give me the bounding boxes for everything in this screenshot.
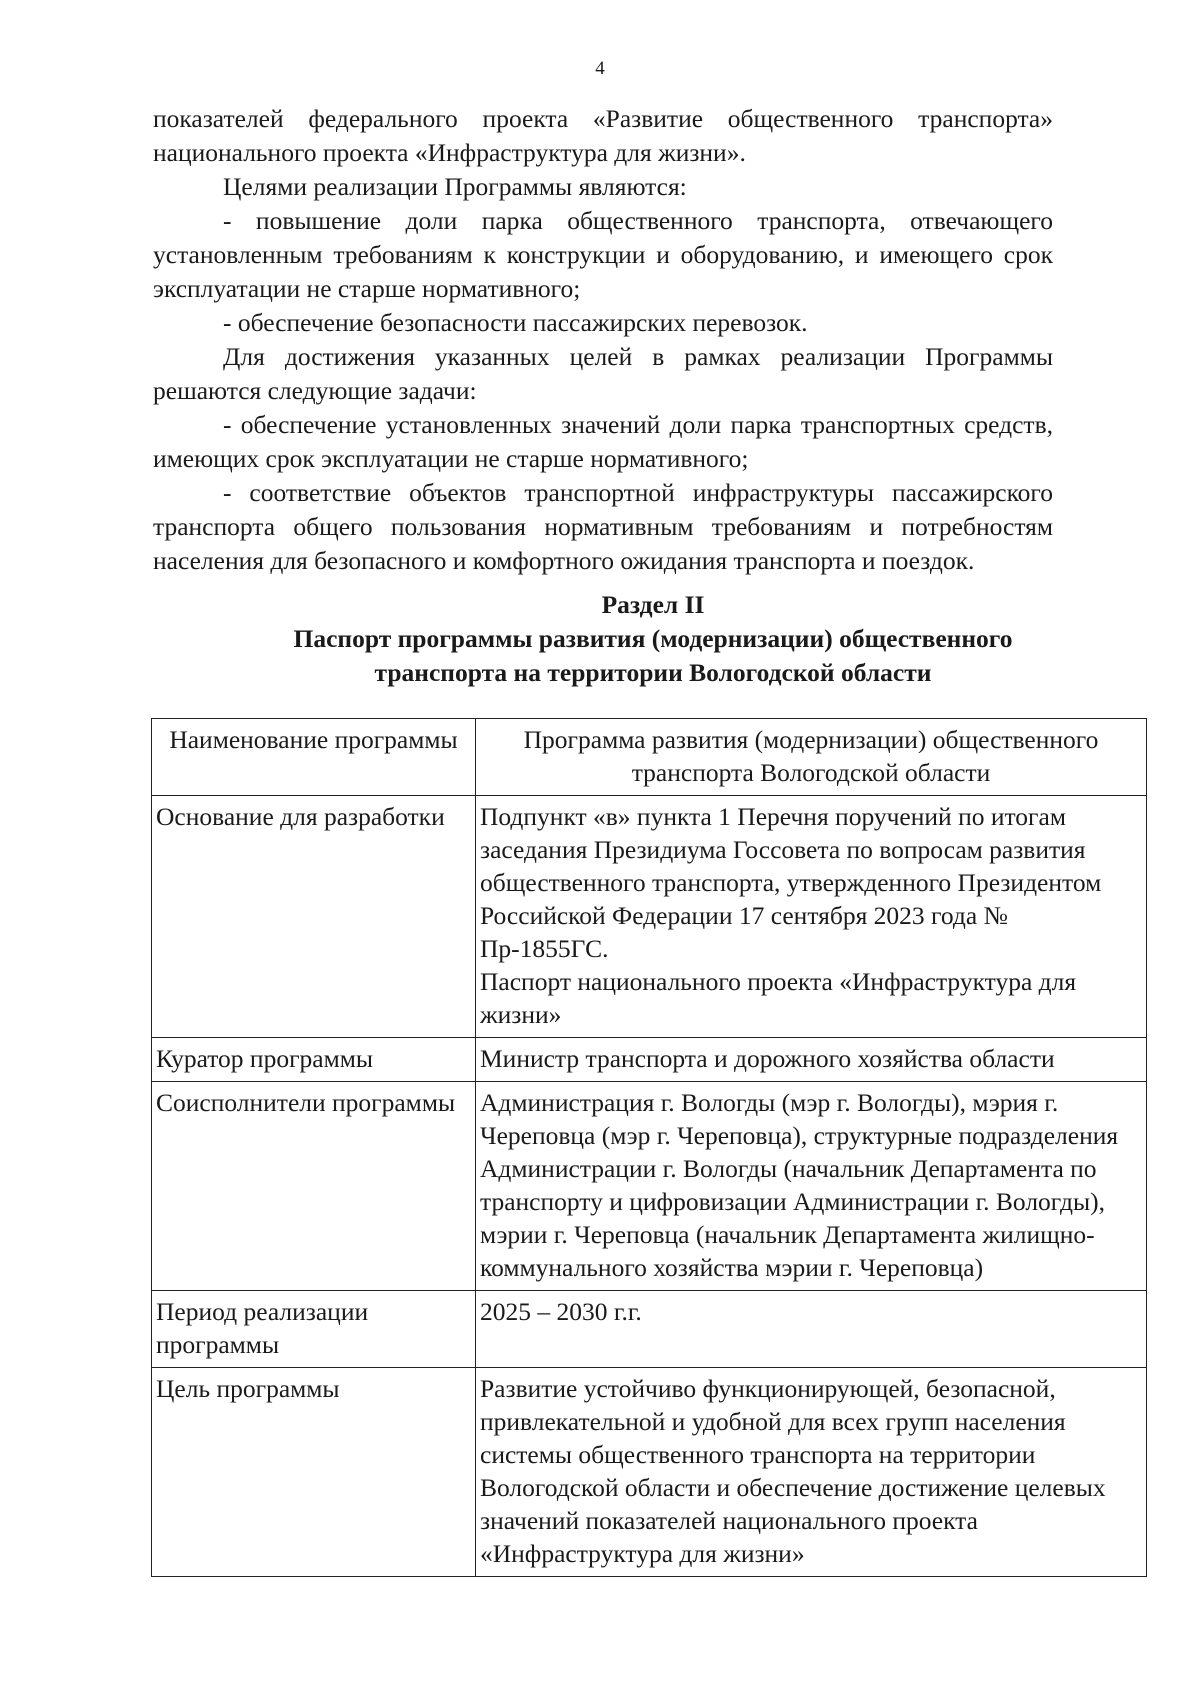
paragraph-goal-1: - повышение доли парка общественного транспорта, отвечающего установленным требованиям к конструкции и оборудованию, и имеющего срок эксплуатации не старше нормативного;: [153, 206, 1053, 303]
table-row: [152, 1082, 1147, 1291]
paragraph-task-2: - соответствие объектов транспортной инфраструктуры пассажирского транспорта общего пользования нормативным требованиям и потребностям населения для безопасного и комфортного ожидания транспорта и поездок.: [153, 478, 1053, 575]
section-title-line-1: Паспорт программы развития (модернизации) общественного: [293, 624, 1013, 653]
row-value-basis-part-1: Подпункт «в» пункта 1 Перечня поручений по итогам заседания Президиума Госсовета по вопросам развития общественного транспорта, утвержденного Президентом Российской Федерации 17 сентября 2023 года № Пр-1855ГС.: [480, 802, 1102, 963]
paragraph-task-1: - обеспечение установленных значений доли парка транспортных средств, имеющих срок эксплуатации не старше нормативного;: [153, 410, 1053, 473]
section-label: Раздел II: [601, 590, 705, 619]
section-title-line-2: транспорта на территории Вологодской области: [374, 658, 932, 687]
table-row: [152, 1291, 1147, 1368]
row-value-curator: Министр транспорта и дорожного хозяйства области: [476, 1038, 1147, 1082]
paragraph-goal-2: - обеспечение безопасности пассажирских перевозок.: [223, 308, 808, 337]
row-value-period: 2025 – 2030 г.г.: [476, 1291, 1147, 1368]
paragraph-tasks-heading: Для достижения указанных целей в рамках реализации Программы решаются следующие задачи:: [153, 342, 1053, 405]
table-row: [152, 1038, 1147, 1082]
paragraph-goals-heading: Целями реализации Программы являются:: [223, 172, 687, 201]
table-header-row: [152, 719, 1147, 796]
table-row: [152, 1368, 1147, 1577]
header-cell-value: Программа развития (модернизации) общественного транспорта Вологодской области: [476, 719, 1147, 796]
paragraph-intro: показателей федерального проекта «Развитие общественного транспорта» национального проекта «Инфраструктура для жизни».: [153, 104, 1053, 167]
row-value-goal: Развитие устойчиво функционирующей, безопасной, привлекательной и удобной для всех групп населения системы общественного транспорта на территории Вологодской области и обеспечение достижение целевых значений показателей национального проекта «Инфраструктура для жизни»: [476, 1368, 1147, 1577]
row-value-basis-part-2: Паспорт национального проекта «Инфраструктура для жизни»: [480, 967, 1077, 1029]
page-number: 4: [595, 58, 605, 79]
row-label-period: Период реализации программы: [152, 1291, 476, 1368]
section-heading: [153, 588, 1153, 690]
table-row: [152, 796, 1147, 1038]
row-value-coexecutors: Администрация г. Вологды (мэр г. Вологды), мэрия г. Череповца (мэр г. Череповца), структурные подразделения Администрации г. Вологды (начальник Департамента по транспорту и цифровизации Администрации г. Вологды), мэрии г. Череповца (начальник Департамента жилищно-коммунального хозяйства мэрии г. Череповца): [476, 1082, 1147, 1291]
row-label-coexecutors: Соисполнители программы: [152, 1082, 476, 1291]
row-label-basis: Основание для разработки: [152, 796, 476, 1038]
row-label-goal: Цель программы: [152, 1368, 476, 1577]
row-label-curator: Куратор программы: [152, 1038, 476, 1082]
body-text: [153, 102, 1053, 578]
header-cell-name: Наименование программы: [152, 719, 476, 796]
row-value-basis: [476, 796, 1147, 1038]
passport-table: [151, 718, 1147, 1577]
